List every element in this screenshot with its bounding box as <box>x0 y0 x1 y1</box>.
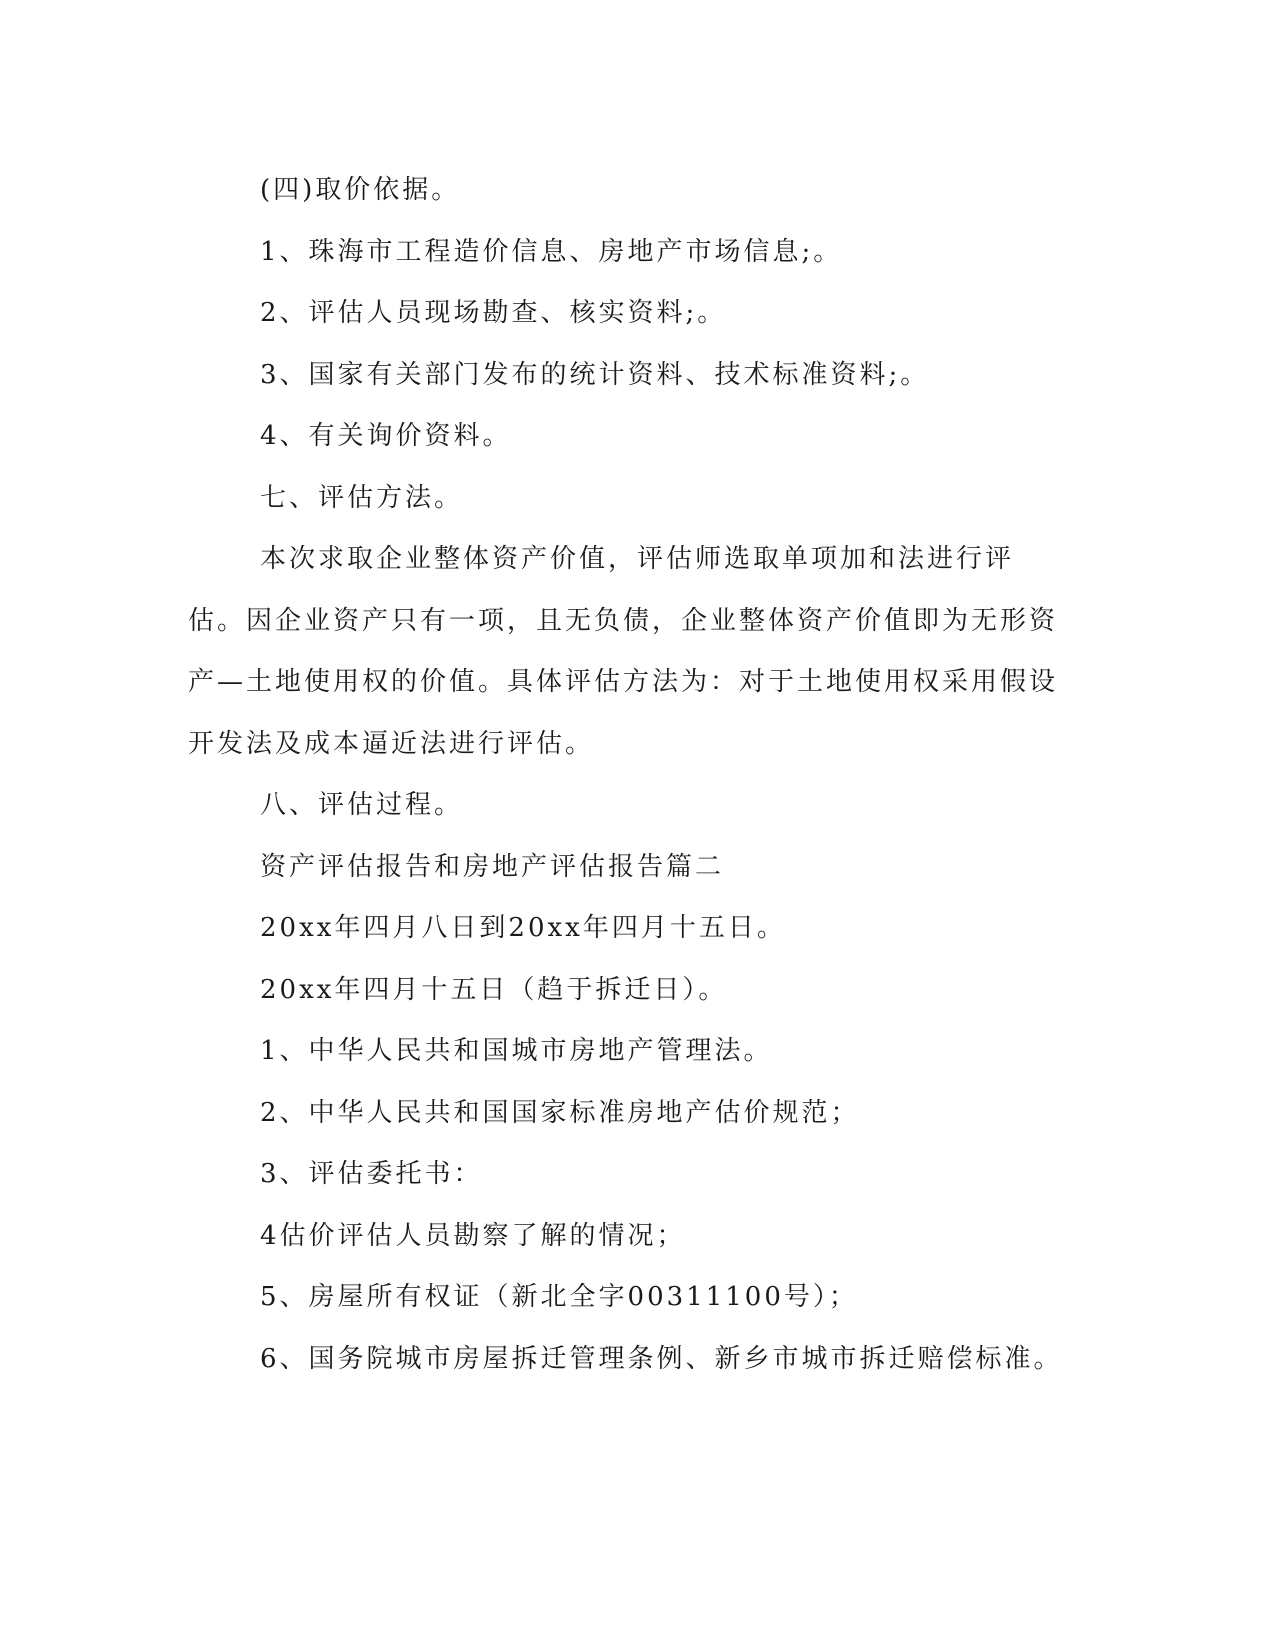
section-heading-method: 七、评估方法。 <box>260 482 464 513</box>
paragraph-basis-4: 4估价评估人员勘察了解的情况； <box>260 1220 686 1251</box>
paragraph-basis-5: 5、房屋所有权证（新北全字00311100号）； <box>260 1282 858 1312</box>
paragraph-pricing-basis-heading: (四)取价依据。 <box>260 175 461 205</box>
paragraph-basis-1: 1、中华人民共和国城市房地产管理法。 <box>260 1036 773 1066</box>
paragraph-date-range: 20xx年四月八日到20xx年四月十五日。 <box>260 913 786 943</box>
paragraph-item-3: 3、国家有关部门发布的统计资料、技术标准资料;。 <box>260 359 930 390</box>
paragraph-method-body: 本次求取企业整体资产价值，评估师选取单项加和法进行评估。因企业资产只有一项，且无负债，企业整体资产价值即为无形资产—土地使用权的价值。具体评估方法为：对于土地使用权采用假设开发法及成本逼近法进行评估。 <box>188 544 1059 759</box>
paragraph-part-two-title: 资产评估报告和房地产评估报告篇二 <box>260 851 725 882</box>
paragraph-item-2: 2、评估人员现场勘查、核实资料;。 <box>260 298 727 328</box>
section-heading-process: 八、评估过程。 <box>260 790 464 820</box>
paragraph-basis-3: 3、评估委托书： <box>260 1159 483 1189</box>
paragraph-item-1: 1、珠海市工程造价信息、房地产市场信息;。 <box>260 236 843 267</box>
paragraph-item-4: 4、有关询价资料。 <box>260 421 512 451</box>
paragraph-basis-6: 6、国务院城市房屋拆迁管理条例、新乡市城市拆迁赔偿标准。 <box>260 1343 1063 1374</box>
paragraph-valuation-date: 20xx年四月十五日（趋于拆迁日）。 <box>260 974 728 1005</box>
paragraph-basis-2: 2、中华人民共和国国家标准房地产估价规范； <box>260 1097 860 1128</box>
document-body <box>188 160 1068 1390</box>
